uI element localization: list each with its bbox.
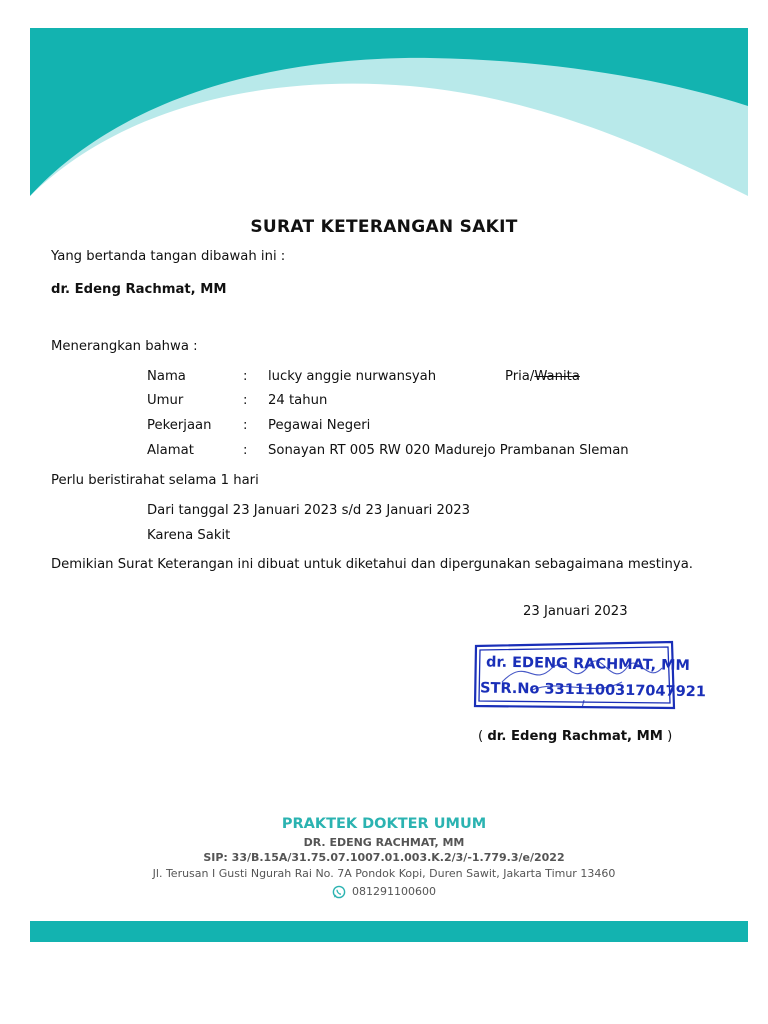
colon: :: [243, 418, 248, 433]
footer-phone: 081291100600: [352, 885, 436, 898]
age-value: 24 tahun: [268, 393, 328, 408]
doctor-stamp: [472, 638, 707, 714]
explains-text: Menerangkan bahwa :: [51, 339, 198, 354]
reason: Karena Sakit: [147, 528, 231, 543]
footer-sip: SIP: 33/B.15A/31.75.07.1007.01.003.K.2/3/-1.779.3/e/2022: [203, 851, 565, 864]
job-label: Pekerjaan: [147, 418, 212, 433]
whatsapp-icon: [332, 885, 346, 899]
footer-doctor-name: DR. EDENG RACHMAT, MM: [303, 836, 465, 849]
address-label: Alamat: [147, 443, 194, 458]
signature-name: dr. Edeng Rachmat, MM: [487, 729, 663, 744]
address-value: Sonayan RT 005 RW 020 Madurejo Prambanan Sleman: [268, 443, 629, 458]
colon: :: [243, 393, 248, 408]
footer-phone-row: [0, 885, 768, 899]
stamp-line-1: dr. EDENG RACHMAT, MM: [485, 654, 691, 675]
signature-block: [478, 729, 672, 744]
footer-bar: [30, 921, 748, 942]
paren-open: (: [478, 729, 488, 744]
footer-address: Jl. Terusan I Gusti Ngurah Rai No. 7A Pondok Kopi, Duren Sawit, Jakarta Timur 13460: [152, 867, 616, 880]
intro-text: Yang bertanda tangan dibawah ini :: [51, 249, 286, 264]
stamp-line-2: STR.No 3311100317047921: [479, 680, 707, 701]
header-wave-decoration: [30, 28, 748, 196]
age-label: Umur: [147, 393, 184, 408]
gender-male: Pria/: [505, 369, 535, 384]
footer-practice-title: PRAKTEK DOKTER UMUM: [281, 816, 487, 832]
name-label: Nama: [147, 369, 186, 384]
gender-female-struck: Wanita: [534, 369, 580, 384]
document-title: SURAT KETERANGAN SAKIT: [250, 217, 518, 237]
gender-field: [505, 369, 580, 384]
sign-date: 23 Januari 2023: [523, 604, 628, 619]
rest-duration: Perlu beristirahat selama 1 hari: [51, 473, 259, 488]
doctor-name: dr. Edeng Rachmat, MM: [51, 282, 227, 297]
closing-statement: Demikian Surat Keterangan ini dibuat untuk diketahui dan dipergunakan sebagaimana mestinya.: [51, 557, 693, 572]
date-range: Dari tanggal 23 Januari 2023 s/d 23 Januari 2023: [147, 503, 471, 518]
colon: :: [243, 369, 248, 384]
job-value: Pegawai Negeri: [268, 418, 371, 433]
colon: :: [243, 443, 248, 458]
name-value: lucky anggie nurwansyah: [268, 369, 437, 384]
paren-close: ): [662, 729, 673, 744]
